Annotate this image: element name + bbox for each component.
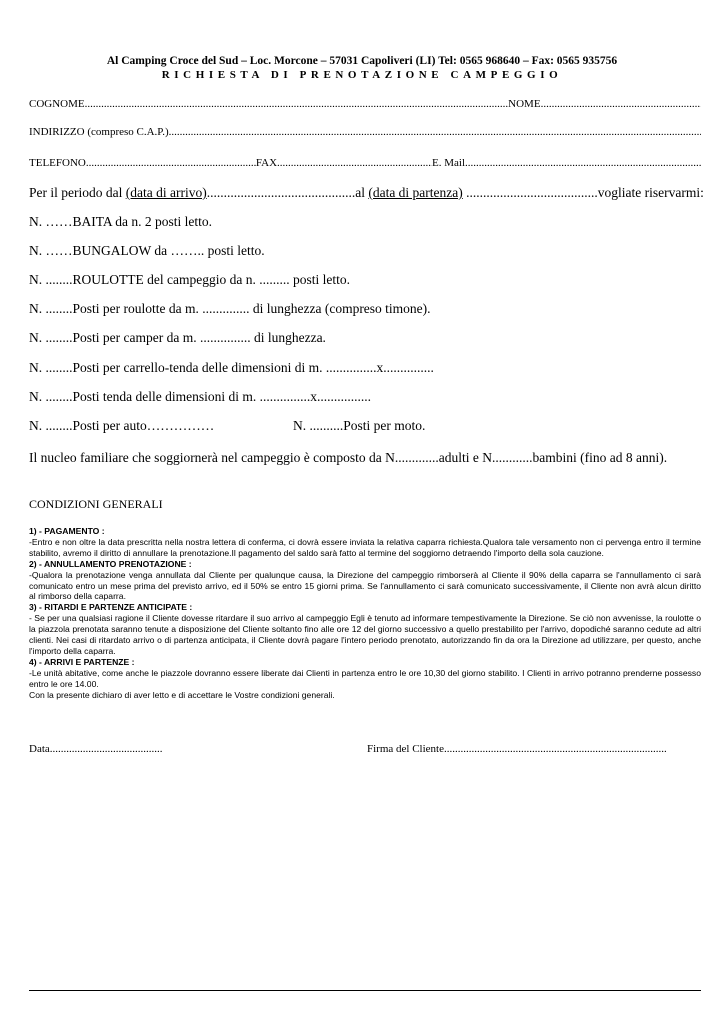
partenza-field[interactable]: ....................................... [462, 185, 598, 200]
camping-address-header: Al Camping Croce del Sud – Loc. Morcone – 57031 Capoliveri (LI) Tel: 0565 968640 – Fax: 0565 935756 [106, 55, 618, 67]
item-roulotte-campeggio: N. ........ROULOTTE del campeggio da n. ......... posti letto. [29, 272, 350, 287]
periodo-prefix: Per il periodo dal [29, 185, 126, 200]
item-posti-roulotte: N. ........Posti per roulotte da m. .............. di lunghezza (compreso timone). [29, 301, 431, 316]
condition-heading: 2) - ANNULLAMENTO PRENOTAZIONE : [29, 558, 192, 569]
fax-field[interactable] [277, 157, 432, 169]
partenza-label: (data di partenza) [368, 185, 463, 200]
item-carrello-tenda: N. ........Posti per carrello-tenda delle dimensioni di m. ...............x............... [29, 360, 434, 375]
item-posti-tenda: N. ........Posti tenda delle dimensioni di m. ...............x................ [29, 389, 371, 404]
item-baita: N. ……BAITA da n. 2 posti letto. [29, 214, 213, 229]
periodo-line [29, 185, 704, 201]
nome-label: NOME [508, 98, 541, 110]
condition-heading: 3) - RITARDI E PARTENZE ANTICIPATE : [29, 602, 193, 613]
email-label: E. Mail [432, 157, 466, 169]
telefono-field[interactable] [86, 157, 256, 169]
firma-cliente-field[interactable]: Firma del Cliente................................................................................. [367, 743, 667, 755]
condition-text: -Le unità abitative, come anche le piazzole dovranno essere liberate dai Clienti in partenza entro le ore 10,30 del giorno stabilito. I Clienti in arrivo potranno prenderne possesso entro le ore 14.00. [29, 667, 701, 689]
item-posti-camper: N. ........Posti per camper da m. ............... di lunghezza. [29, 330, 326, 345]
item-bungalow: N. ……BUNGALOW da …….. posti letto. [29, 243, 265, 258]
nucleo-familiare: Il nucleo familiare che soggiornerà nel campeggio è composto da N.............adulti e N............bambini (fino ad 8 anni). [29, 450, 668, 465]
condition-heading: 1) - PAGAMENTO : [29, 526, 105, 536]
condition-text: -Qualora la prenotazione venga annullata dal Cliente per qualunque causa, la Direzione del campeggio rimborserà al Cliente il 90% della caparra se l'annullamento ci sarà comunicato entro un mese prima del previsto arrivo, ed il 50% se entro 15 giorni prima. Se l'annullamento ci sarà comunicato successivamente, il Cliente non avrà alcun diritto al rimborso della caparra. [29, 569, 701, 602]
email-field[interactable] [465, 157, 701, 169]
periodo-suffix: vogliate riservarmi: [597, 185, 704, 200]
footer-divider [29, 990, 701, 991]
arrivo-field[interactable]: ............................................ [206, 185, 356, 200]
data-field[interactable]: Data......................................... [29, 743, 163, 755]
condition-text: - Se per una qualsiasi ragione il Cliente dovesse ritardare il suo arrivo al campeggio Egli è tenuto ad informare tempestivamente la Direzione. Se ciò non avvenisse, la roulotte o la piazzola prenotata saranno tenute a disposizione del Cliente soltanto fino alle ore 12 del giorno successivo a quello prestabilito per l'arrivo, dopodiché saranno cedute ad altri clienti. Nei casi di ritardato arrivo o di partenza anticipata, il Cliente dovrà pagare l'intero periodo prenotato, autorizzando fin da ora la Direzione ad utilizzare, per questo, anche l'importo della caparra. [29, 613, 701, 656]
al-text: al [355, 185, 369, 200]
conditions-title: CONDIZIONI GENERALI [29, 497, 163, 511]
telefono-label: TELEFONO [29, 157, 86, 169]
cognome-nome-row [29, 98, 701, 110]
arrivo-label: (data di arrivo) [125, 185, 207, 200]
cognome-label: COGNOME [29, 98, 85, 110]
item-posti-auto: N. ........Posti per auto…………… [29, 418, 215, 433]
indirizzo-field[interactable] [169, 126, 701, 138]
form-title: RICHIESTA DI PRENOTAZIONE CAMPEGGIO [161, 69, 563, 81]
conditions-block [29, 526, 701, 701]
indirizzo-row [29, 126, 701, 138]
indirizzo-label: INDIRIZZO (compreso C.A.P.) [29, 126, 169, 138]
nome-field[interactable] [541, 98, 701, 110]
declaration-text: Con la presente dichiaro di aver letto e di accettare le Vostre condizioni generali. [29, 689, 335, 700]
condition-heading: 4) - ARRIVI E PARTENZE : [29, 656, 135, 667]
condition-text: -Entro e non oltre la data prescritta nella nostra lettera di conferma, ci dovrà essere inviata la relativa caparra richiesta.Qualora tale versamento non ci pervenga entro il termine stabilito, avremo il diritto di annullare la prenotazione.Il pagamento del saldo sarà fatto al termine del soggiorno detraendo l'importo della sola cauzione. [29, 536, 701, 558]
cognome-field[interactable] [85, 98, 509, 110]
contact-row [29, 157, 701, 169]
item-posti-moto: N. ..........Posti per moto. [293, 418, 426, 433]
fax-label: FAX [255, 157, 278, 169]
